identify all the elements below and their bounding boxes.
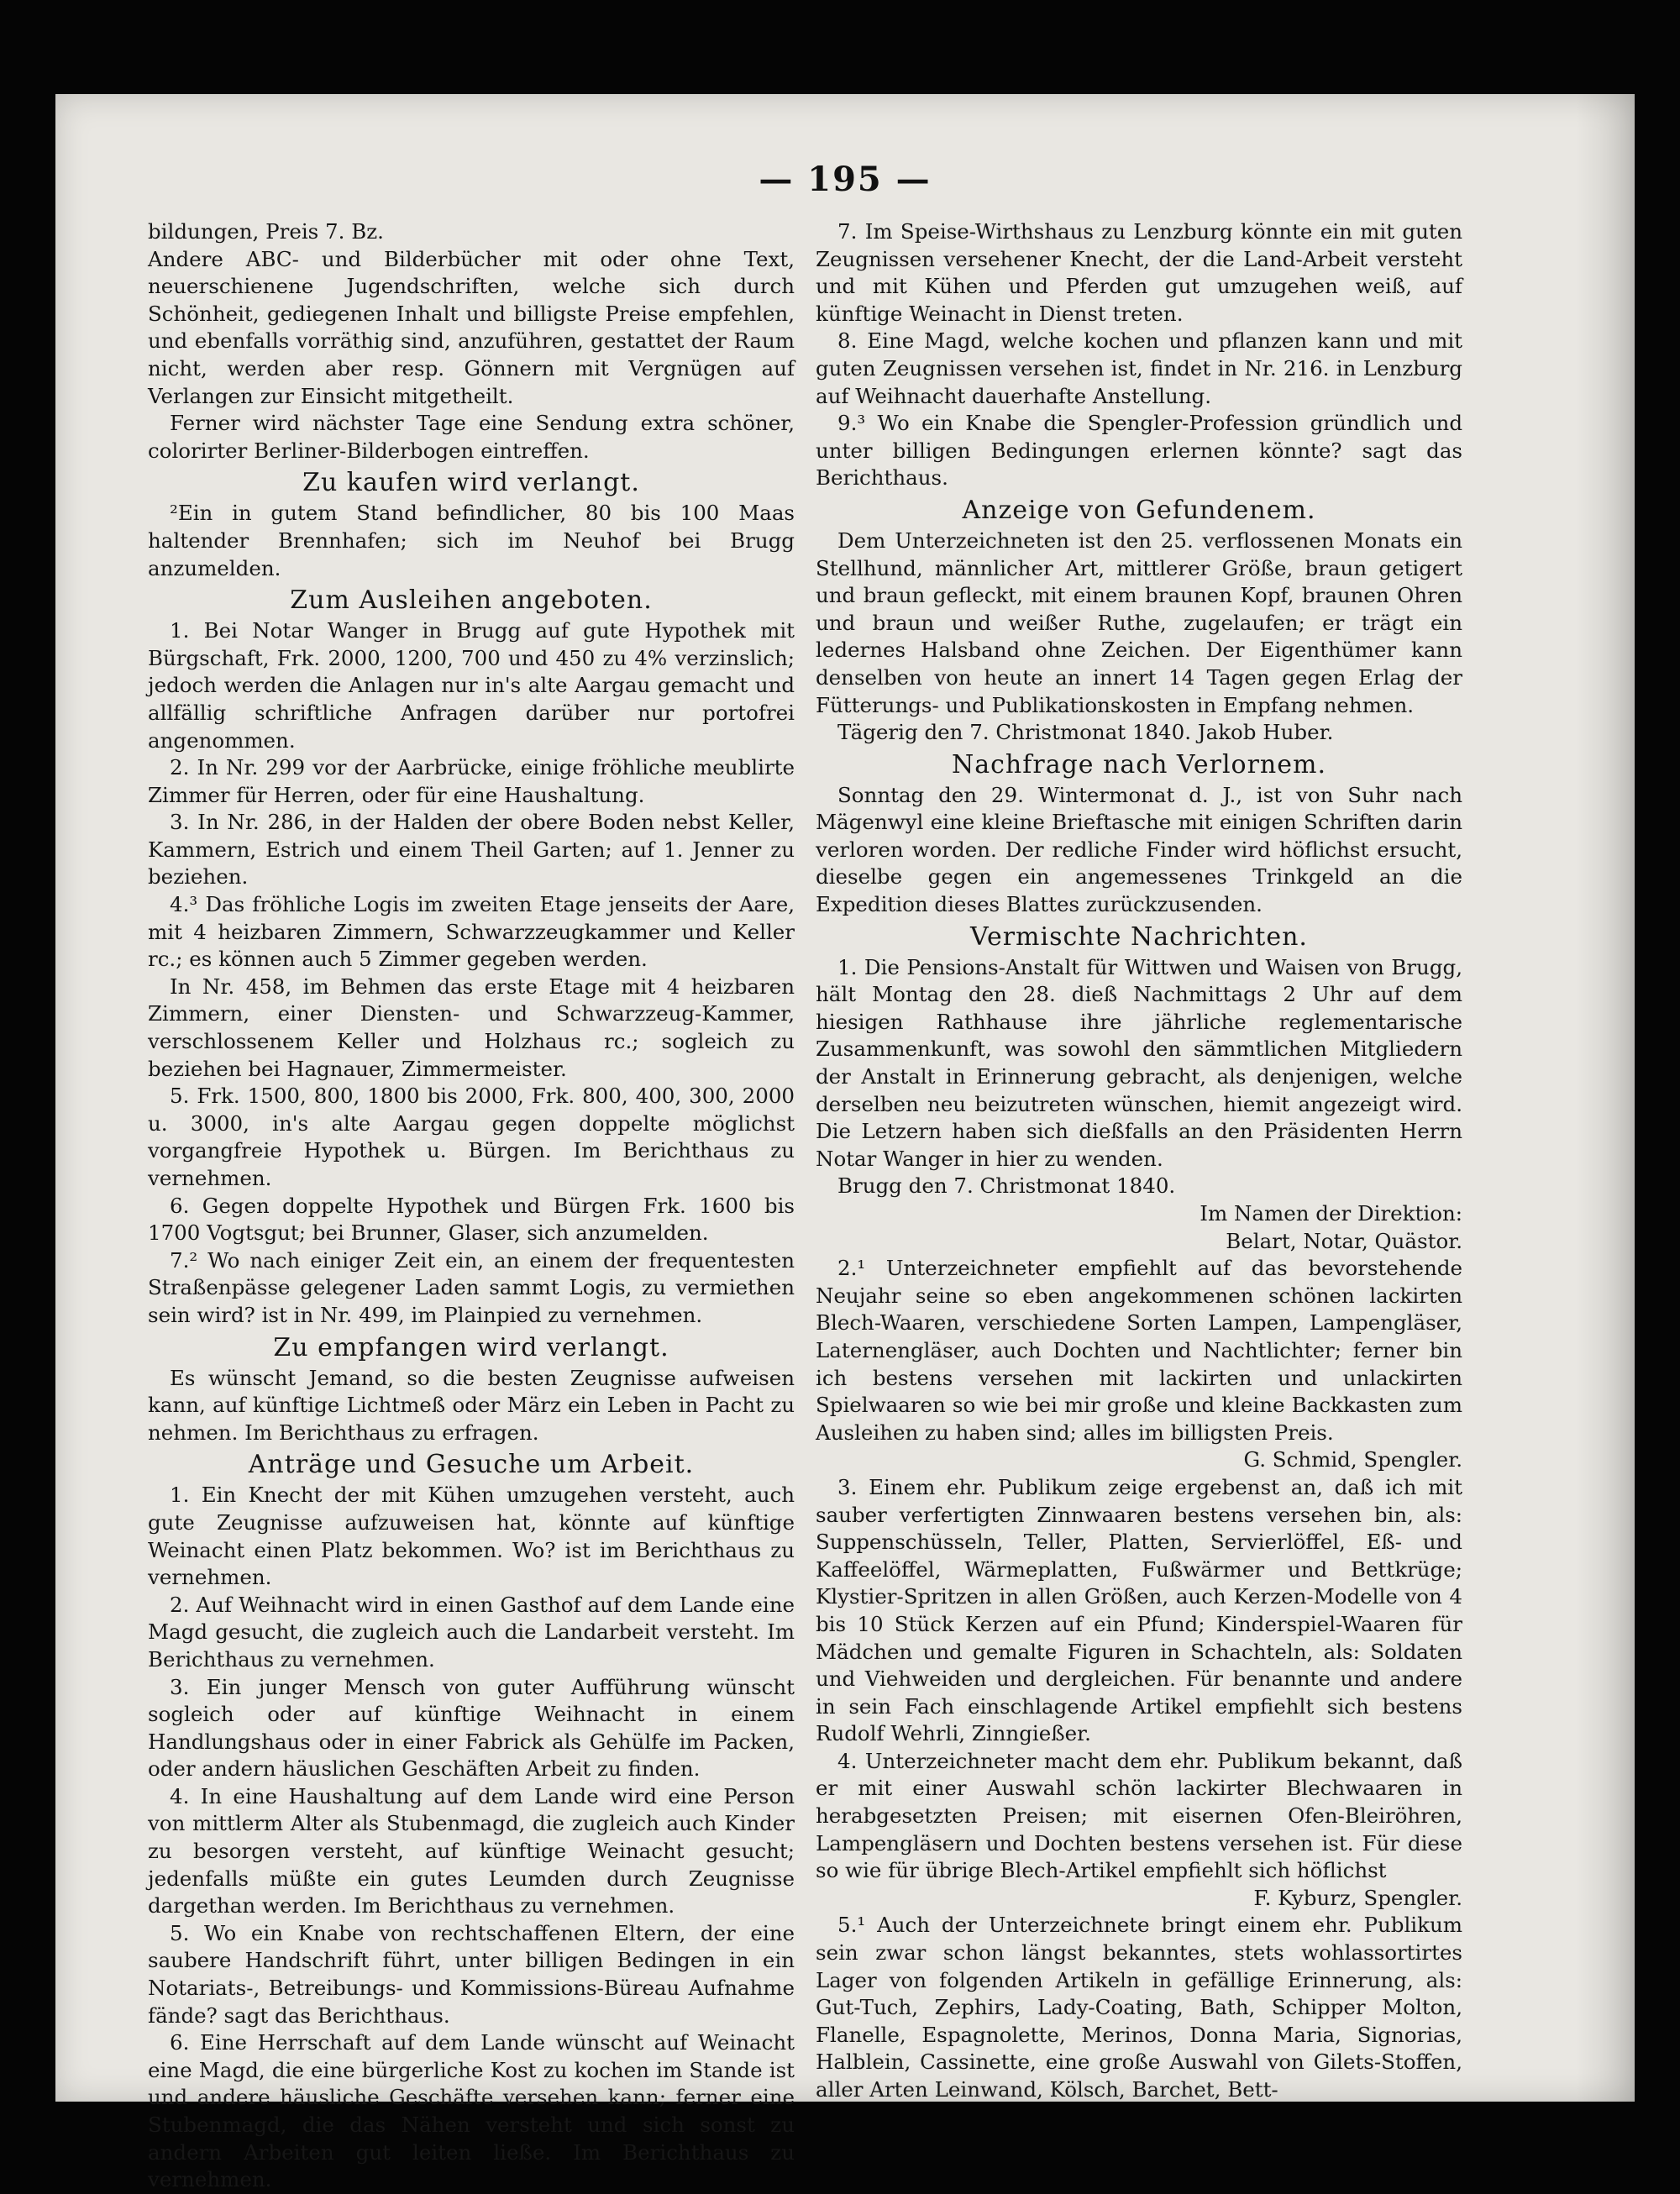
gefunden-text: Dem Unterzeichneten ist den 25. verflossenen Monats ein Stellhund, männlicher Art, mittlerer Größe, braun getigert und braun gefleckt, mit einem braunen Kopf, braunen Ohren und braun und weißer Ruthe, zugelaufen; er trägt ein ledernes Halsband ohne Zeichen. Der Eigenthümer kann denselben von heute an innert 14 Tagen gegen Erlag der Fütterungs- und Publikationskosten in Empfang nehmen.	[816, 528, 1462, 717]
arbeit-item: 3. Ein junger Mensch von guter Aufführung wünscht sogleich oder auf künftige Weihnacht in einem Handlungshaus oder in einer Fabrick als Gehülfe im Packen, oder andern häuslichen Geschäften Arbeit zu finden.	[148, 1674, 795, 1782]
vermischt-signature: F. Kyburz, Spengler.	[1253, 1885, 1462, 1910]
ausleihen-item: 7.² Wo nach einiger Zeit ein, an einem der frequentesten Straßenpässe gelegener Laden sammt Logis, zu vermiethen sein wird? ist in Nr. 499, im Plainpied zu vernehmen.	[148, 1247, 795, 1327]
ausleihen-item: 4.³ Das fröhliche Logis im zweiten Etage jenseits der Aare, mit 4 heizbaren Zimmern, Schwarzzeugkammer und Keller rc.; es können auch 5 Zimmer gegeben werden.	[148, 892, 795, 972]
ausleihen-item: 6. Gegen doppelte Hypothek und Bürgen Frk. 1600 bis 1700 Vogtsgut; bei Brunner, Glaser, sich anzumelden.	[148, 1193, 795, 1246]
heading-vermischt: Vermischte Nachrichten.	[970, 921, 1308, 952]
ausleihen-item: 2. In Nr. 299 vor der Aarbrücke, einige fröhliche meublirte Zimmer für Herren, oder für eine Haushaltung.	[148, 755, 795, 807]
vermischt-date: Brugg den 7. Christmonat 1840.	[837, 1173, 1176, 1199]
heading-arbeit: Anträge und Gesuche um Arbeit.	[248, 1450, 695, 1480]
kaufen-item: ²Ein in gutem Stand befindlicher, 80 bis 100 Maas haltender Brennhafen; sich im Neuhof bei Brugg anzumelden.	[148, 501, 795, 580]
right-column	[816, 218, 1462, 2104]
verloren-text: Sonntag den 29. Wintermonat d. J., ist von Suhr nach Mägenwyl eine kleine Brieftasche mit einigen Schriften darin verloren worden. Der redliche Finder wird höflichst ersucht, dieselbe gegen ein angemessenes Trinkgeld an die Expedition dieses Blattes zurückzusenden.	[816, 782, 1462, 917]
page-edge-shadow	[1576, 94, 1635, 2102]
newspaper-page	[55, 94, 1635, 2192]
vermischt-item: 5.¹ Auch der Unterzeichnete bringt einem ehr. Publikum sein zwar schon längst bekanntes, stets wohlassortirtes Lager von folgenden Artikeln in gefällige Erinnerung, als: Gut-Tuch, Zephirs, Lady-Coating, Bath, Schipper Molton, Flanelle, Espagnolette, Merinos, Donna Maria, Signorias, Halblein, Cassinette, eine große Auswahl von Gilets-Stoffen, aller Arten Leinwand, Kölsch, Barchet, Bett-	[816, 1913, 1462, 2102]
intro-line-1: bildungen, Preis 7. Bz.	[148, 219, 384, 244]
arbeit-item: 4. In eine Haushaltung auf dem Lande wird eine Person von mittlerm Alter als Stubenmagd, die zugleich auch Kinder zu besorgen versteht, auf künftige Weinacht gesucht; jedenfalls müßte ein gutes Leumden durch Zeugnisse dargethan werden. Im Berichthaus zu vernehmen.	[148, 1783, 795, 1918]
heading-kaufen: Zu kaufen wird verlangt.	[302, 468, 640, 498]
arbeit-item: 8. Eine Magd, welche kochen und pflanzen kann und mit guten Zeugnissen versehen ist, findet in Nr. 216. in Lenzburg auf Weihnacht dauerhafte Anstellung.	[816, 328, 1462, 408]
heading-ausleihen: Zum Ausleihen angeboten.	[290, 585, 653, 616]
vermischt-item: 3. Einem ehr. Publikum zeige ergebenst an, daß ich mit sauber verfertigten Zinnwaaren bestens versehen bin, als: Suppenschüsseln, Teller, Platten, Servierlöffel, Eß- und Kaffeelöffel, Wärmeplatten, Fußwärmer und Bettkrüge; Klystier-Spritzen in allen Größen, auch Kerzen-Modelle von 4 bis 10 Stück Kerzen auf ein Pfund; Kinderspiel-Waaren für Mädchen und gemalte Figuren in Schachteln, als: Soldaten und Viehweiden und dergleichen. Für benannte und andere in sein Fach einschlagende Artikel empfiehlt sich bestens Rudolf Wehrli, Zinngießer.	[816, 1474, 1462, 1746]
intro-paragraph-2: Ferner wird nächster Tage eine Sendung extra schöner, colorirter Berliner-Bilderbogen eintreffen.	[148, 411, 795, 463]
vermischt-item: 4. Unterzeichneter macht dem ehr. Publikum bekannt, daß er mit einer Auswahl schön lackirter Blechwaaren in herabgesetzten Preisen; mit eisernen Ofen-Bleiröhren, Lampengläsern und Dochten bestens versehen ist. Für diese so wie für übrige Blech-Artikel empfiehlt sich höflichst	[816, 1748, 1462, 1883]
ausleihen-item: 5. Frk. 1500, 800, 1800 bis 2000, Frk. 800, 400, 300, 2000 u. 3000, in's alte Aargau gegen doppelte möglichst vorgangfreie Hypothek u. Bürgen. Im Berichthaus zu vernehmen.	[148, 1084, 795, 1190]
page-number: — 195 —	[759, 160, 932, 199]
vermischt-signature: Belart, Notar, Quästor.	[1226, 1228, 1462, 1253]
vermischt-item: 1. Die Pensions-Anstalt für Wittwen und Waisen von Brugg, hält Montag den 28. dieß Nachmittags 2 Uhr auf dem hiesigen Rathhause ihre jährliche reglementarische Zusammenkunft, was sowohl den sämmtlichen Mitgliedern der Anstalt in Erinnerung gebracht, als denjenigen, welche derselben neu beizutreten wünschen, hiemit angezeigt wird. Die Letzern haben sich dießfalls an den Präsidenten Herrn Notar Wanger in hier zu wenden.	[816, 954, 1462, 1171]
vermischt-signature: G. Schmid, Spengler.	[1243, 1447, 1462, 1472]
heading-empfangen: Zu empfangen wird verlangt.	[273, 1332, 669, 1362]
ausleihen-item: In Nr. 458, im Behmen das erste Etage mit 4 heizbaren Zimmern, einer Diensten- und Schwarzzeug-Kammer, verschlossenem Keller und Holzhaus rc.; sogleich zu beziehen bei Hagnauer, Zimmermeister.	[148, 974, 795, 1081]
left-column	[148, 218, 795, 2194]
arbeit-item: 5. Wo ein Knabe von rechtschaffenen Eltern, der eine saubere Handschrift führt, unter billigen Bedingen in ein Notariats-, Betreibungs- und Kommissions-Büreau Aufnahme fände? sagt das Berichthaus.	[148, 1920, 795, 2028]
arbeit-item: 6. Eine Herrschaft auf dem Lande wünscht auf Weinacht eine Magd, die eine bürgerliche Kost zu kochen im Stande ist und andere häusliche Geschäfte versehen kann; ferner eine Stubenmagd, die das Nähen versteht und sich sonst zu andern Arbeiten gut leiten ließe. Im Berichthaus zu vernehmen.	[148, 2030, 795, 2192]
arbeit-item: 7. Im Speise-Wirthshaus zu Lenzburg könnte ein mit guten Zeugnissen versehener Knecht, der die Land-Arbeit versteht und mit Kühen und Pferden gut umzugehen weiß, auf künftige Weinacht in Dienst treten.	[816, 219, 1462, 326]
empfangen-item: Es wünscht Jemand, so die besten Zeugnisse aufweisen kann, auf künftige Lichtmeß oder März ein Leben in Pacht zu nehmen. Im Berichthaus zu erfragen.	[148, 1365, 795, 1445]
gefunden-signature: Tägerig den 7. Christmonat 1840. Jakob Huber.	[837, 720, 1334, 745]
intro-paragraph: Andere ABC- und Bilderbücher mit oder ohne Text, neuerschienene Jugendschriften, welche sich durch Schönheit, gediegenen Inhalt und billigste Preise empfehlen, und ebenfalls vorräthig sind, anzuführen, gestattet der Raum nicht, werden aber resp. Gönnern mit Vergnügen auf Verlangen zur Einsicht mitgetheilt.	[148, 246, 795, 408]
heading-verloren: Nachfrage nach Verlornem.	[951, 749, 1326, 779]
vermischt-signature: Im Namen der Direktion:	[1200, 1201, 1462, 1226]
heading-gefunden: Anzeige von Gefundenem.	[962, 495, 1316, 525]
arbeit-item: 2. Auf Weihnacht wird in einen Gasthof auf dem Lande eine Magd gesucht, die zugleich auch die Landarbeit versteht. Im Berichthaus zu vernehmen.	[148, 1592, 795, 1672]
ausleihen-item: 1. Bei Notar Wanger in Brugg auf gute Hypothek mit Bürgschaft, Frk. 2000, 1200, 700 und 450 zu 4% verzinslich; jedoch werden die Anlagen nur in's alte Aargau gemacht und allfällig schriftliche Anfragen darüber nur portofrei angenommen.	[148, 618, 795, 753]
arbeit-item: 1. Ein Knecht der mit Kühen umzugehen versteht, auch gute Zeugnisse aufzuweisen hat, könnte auf künftige Weinacht einen Platz bekommen. Wo? ist im Berichthaus zu vernehmen.	[148, 1483, 795, 1590]
ausleihen-item: 3. In Nr. 286, in der Halden der obere Boden nebst Keller, Kammern, Estrich und einem Theil Garten; auf 1. Jenner zu beziehen.	[148, 810, 795, 890]
vermischt-item: 2.¹ Unterzeichneter empfiehlt auf das bevorstehende Neujahr seine so eben angekommenen schönen lackirten Blech-Waaren, verschiedene Sorten Lampen, Lampengläser, Laternengläser, auch Dochten und Nachtlichter; ferner bin ich bestens versehen mit lackirten und unlackirten Spielwaaren so wie bei mir große und kleine Backkasten zum Ausleihen zu haben sind; alles im billigsten Preis.	[816, 1256, 1462, 1445]
arbeit-item: 9.³ Wo ein Knabe die Spengler-Profession gründlich und unter billigen Bedingungen erlernen könnte? sagt das Berichthaus.	[816, 411, 1462, 491]
